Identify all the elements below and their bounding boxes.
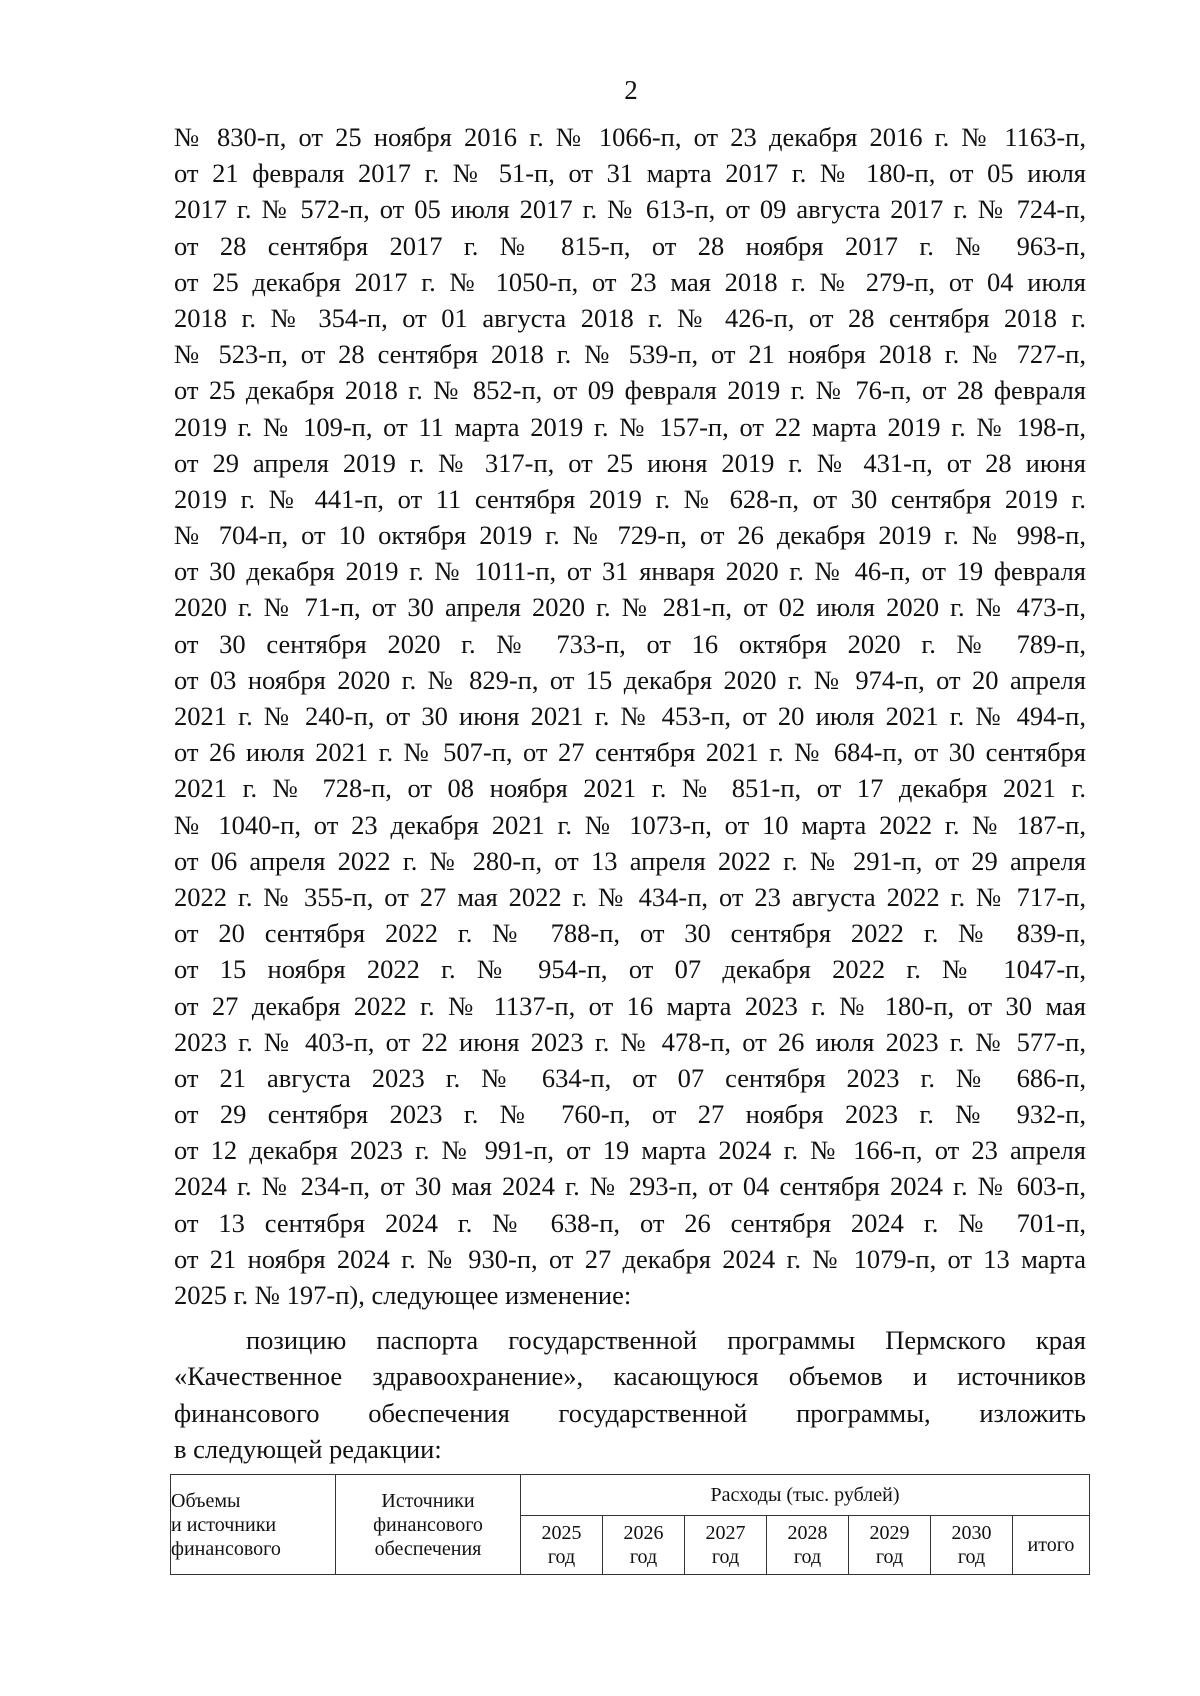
year-cell [931, 1516, 1013, 1575]
text-line: от 15 ноября 2022 г. № 954-п, от 07 декабря 2022 г. № 1047-п, [174, 954, 1086, 985]
text-line: от 21 февраля 2017 г. № 51-п, от 31 марта 2017 г. № 180-п, от 05 июля [174, 158, 1086, 189]
year-number: 2025 [541, 1522, 582, 1544]
year-cell [521, 1516, 603, 1575]
year-unit: год [547, 1546, 576, 1568]
year-number: 2029 [869, 1522, 910, 1544]
text-line: 2019 г. № 109-п, от 11 марта 2019 г. № 157-п, от 22 марта 2019 г. № 198-п, [174, 411, 1086, 442]
text-line: от 06 апреля 2022 г. № 280-п, от 13 апреля 2022 г. № 291-п, от 29 апреля [174, 845, 1086, 876]
text-line: 2025 г. № 197-п), следующее изменение: [174, 1280, 632, 1310]
text-line: от 27 декабря 2022 г. № 1137-п, от 16 марта 2023 г. № 180-п, от 30 мая [174, 990, 1086, 1021]
text-line: 2024 г. № 234-п, от 30 мая 2024 г. № 293-п, от 04 сентября 2024 г. № 603-п, [174, 1171, 1086, 1202]
year-number: 2028 [787, 1522, 828, 1544]
text-line: от 30 сентября 2020 г. № 733-п, от 16 октября 2020 г. № 789-п, [174, 628, 1086, 659]
year-number: 2027 [705, 1522, 746, 1544]
header-cell-sources [336, 1475, 521, 1575]
header-text: Объемы [171, 1489, 241, 1512]
text-line: 2018 г. № 354-п, от 01 августа 2018 г. № 426-п, от 28 сентября 2018 г. [174, 302, 1086, 333]
text-line: № 1040-п, от 23 декабря 2021 г. № 1073-п, от 10 марта 2022 г. № 187-п, [174, 809, 1086, 840]
year-cell [603, 1516, 685, 1575]
paragraph-line: в следующей редакции: [174, 1433, 442, 1464]
year-unit: год [711, 1546, 740, 1568]
text-line: от 29 апреля 2019 г. № 317-п, от 25 июня 2019 г. № 431-п, от 28 июня [174, 447, 1086, 478]
text-line: 2023 г. № 403-п, от 22 июня 2023 г. № 478-п, от 26 июля 2023 г. № 577-п, [174, 1026, 1086, 1057]
year-number: 2030 [951, 1522, 992, 1544]
text-line: от 13 сентября 2024 г. № 638-п, от 26 сентября 2024 г. № 701-п, [174, 1207, 1086, 1238]
year-unit: год [957, 1546, 986, 1568]
text-line: 2017 г. № 572-п, от 05 июля 2017 г. № 613-п, от 09 августа 2017 г. № 724-п, [174, 194, 1086, 225]
text-line: 2021 г. № 240-п, от 30 июня 2021 г. № 453-п, от 20 июля 2021 г. № 494-п, [174, 701, 1086, 731]
text-line: от 28 сентября 2017 г. № 815-п, от 28 ноября 2017 г. № 963-п, [174, 230, 1086, 261]
text-line: от 21 ноября 2024 г. № 930-п, от 27 декабря 2024 г. № 1079-п, от 13 марта [174, 1243, 1086, 1274]
text-line: от 12 декабря 2023 г. № 991-п, от 19 марта 2024 г. № 166-п, от 23 апреля [174, 1135, 1086, 1166]
text-line: № 704-п, от 10 октября 2019 г. № 729-п, от 26 декабря 2019 г. № 998-п, [174, 520, 1086, 551]
text-line: 2019 г. № 441-п, от 11 сентября 2019 г. № 628-п, от 30 сентября 2019 г. [174, 483, 1086, 514]
financing-table [170, 1474, 1090, 1575]
header-cell-volumes [171, 1475, 336, 1575]
year-cell [849, 1516, 931, 1575]
text-line: от 26 июля 2021 г. № 507-п, от 27 сентября 2021 г. № 684-п, от 30 сентября [174, 737, 1086, 768]
year-number: 2026 [623, 1522, 664, 1544]
year-unit: год [629, 1546, 658, 1568]
header-text: Источники [381, 1489, 475, 1512]
page-number: 2 [624, 75, 638, 105]
header-cell-expenses: Расходы (тыс. рублей) [521, 1475, 1090, 1516]
text-line: от 30 декабря 2019 г. № 1011-п, от 31 января 2020 г. № 46-п, от 19 февраля [174, 556, 1086, 587]
text-line: 2022 г. № 355-п, от 27 мая 2022 г. № 434-п, от 23 августа 2022 г. № 717-п, [174, 881, 1086, 912]
text-line: № 830-п, от 25 ноября 2016 г. № 1066-п, от 23 декабря 2016 г. № 1163-п, [174, 122, 1086, 152]
document-body [174, 119, 1086, 1467]
year-cell [685, 1516, 767, 1575]
text-line: от 20 сентября 2022 г. № 788-п, от 30 сентября 2022 г. № 839-п, [174, 918, 1086, 949]
text-line: от 29 сентября 2023 г. № 760-п, от 27 ноября 2023 г. № 932-п, [174, 1099, 1086, 1130]
year-unit: год [793, 1546, 822, 1568]
paragraph-line: финансового обеспечения государственной программы, изложить [174, 1397, 1086, 1428]
text-line: от 03 ноября 2020 г. № 829-п, от 15 декабря 2020 г. № 974-п, от 20 апреля [174, 664, 1086, 695]
header-text: и источники [171, 1513, 277, 1536]
text-line: от 25 декабря 2017 г. № 1050-п, от 23 мая 2018 г. № 279-п, от 04 июля [174, 266, 1086, 297]
table-header-row [171, 1475, 1090, 1516]
header-text: обеспечения [374, 1537, 482, 1560]
paragraph-line: позицию паспорта государственной программы Пермского края [246, 1325, 1086, 1356]
total-cell: итого [1013, 1516, 1090, 1575]
text-line: от 21 августа 2023 г. № 634-п, от 07 сентября 2023 г. № 686-п, [174, 1062, 1086, 1093]
text-line: от 25 декабря 2018 г. № 852-п, от 09 февраля 2019 г. № 76-п, от 28 февраля [174, 375, 1086, 406]
paragraph-line: «Качественное здравоохранение», касающуюся объемов и источников [174, 1361, 1086, 1392]
year-cell [767, 1516, 849, 1575]
text-line: № 523-п, от 28 сентября 2018 г. № 539-п, от 21 ноября 2018 г. № 727-п, [174, 339, 1086, 370]
header-text: финансового [373, 1513, 483, 1536]
text-line: 2020 г. № 71-п, от 30 апреля 2020 г. № 281-п, от 02 июля 2020 г. № 473-п, [174, 592, 1086, 623]
year-unit: год [875, 1546, 904, 1568]
header-text: финансового [171, 1537, 281, 1560]
text-line: 2021 г. № 728-п, от 08 ноября 2021 г. № 851-п, от 17 декабря 2021 г. [174, 773, 1086, 804]
